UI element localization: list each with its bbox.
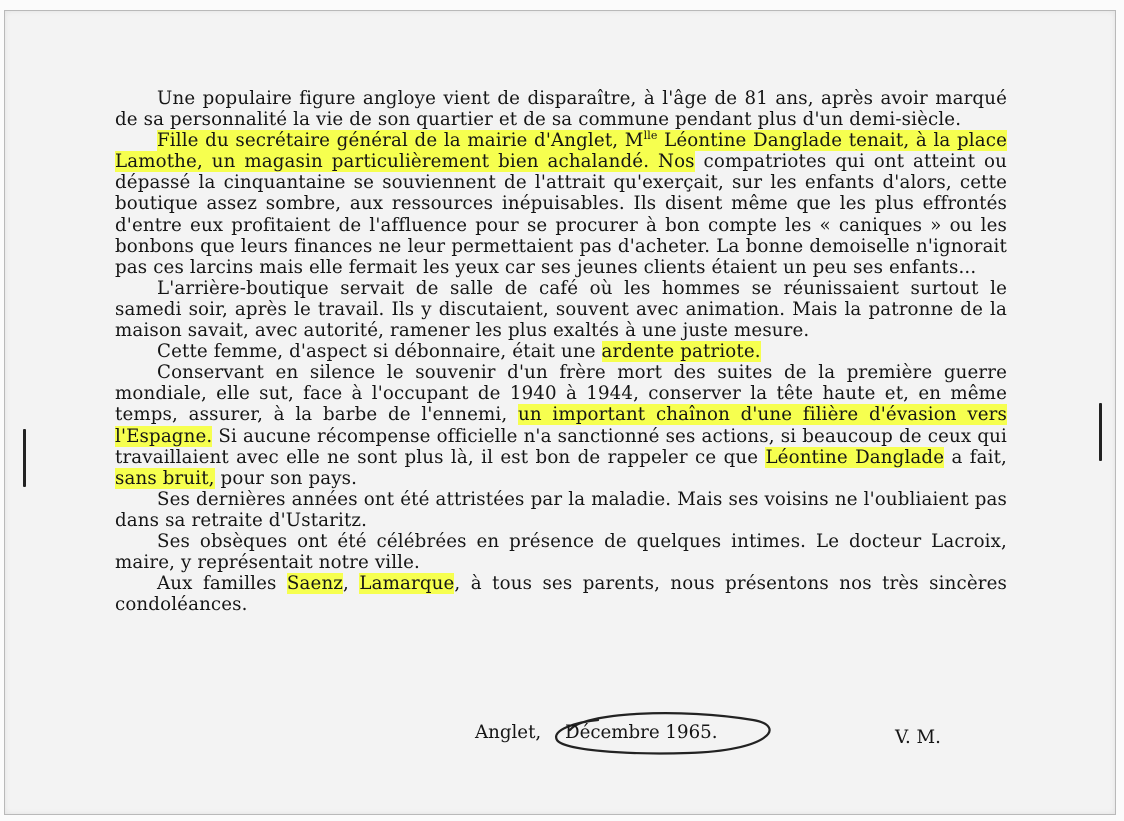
paragraph-patriot <box>115 341 1007 362</box>
shop-intro-text-b: Léontine Danglade tenait, à la place Lamothe, un magasin particulièrement bien achalandé. Nos <box>115 130 1007 173</box>
place-label: Anglet, <box>475 722 542 743</box>
paragraph-back-shop <box>115 278 1007 341</box>
condolences-text-b: , à tous ses parents, nous présentons nos très sincères condoléances. <box>115 573 1007 616</box>
right-margin-mark <box>1099 403 1102 461</box>
paragraph-last-years <box>115 489 1007 531</box>
paragraph-condolences <box>115 573 1007 615</box>
highlight-family-lamarque: Lamarque <box>359 573 455 595</box>
paragraph-shop <box>115 130 1007 278</box>
date-label: Décembre 1965. <box>565 722 718 743</box>
highlight-silently: sans bruit, <box>115 467 215 489</box>
paragraph-intro <box>115 88 1007 130</box>
resistance-text-c: a fait, <box>944 446 1007 468</box>
highlight-ardent-patriot: ardente patriote. <box>601 341 761 363</box>
obituary-article <box>115 88 1007 615</box>
shop-intro-text-a: Fille du secrétaire général de la mairie d'Anglet, M <box>157 130 644 152</box>
paragraph-intro-text: Une populaire figure angloye vient de disparaître, à l'âge de 81 ans, après avoir marqué de sa personnalité la vie de son quartier et de sa commune pendant plus d'un demi-siècle. <box>115 88 1007 131</box>
paragraph-resistance <box>115 362 1007 489</box>
condolences-text-a: Aux familles <box>157 573 287 595</box>
back-shop-text: L'arrière-boutique servait de salle de café où les hommes se réunissaient surtout le samedi soir, après le travail. Ils y discutaient, souvent avec animation. Mais la patronne de la maison savait, avec autorité, ramener les plus exaltés à une juste mesure. <box>115 277 1007 342</box>
resistance-text-d: pour son pays. <box>214 467 358 489</box>
highlight-name: Léontine Danglade <box>765 446 945 468</box>
condolences-comma: , <box>343 573 360 595</box>
paragraph-funeral <box>115 531 1007 573</box>
shop-memories-text: compatriotes qui ont atteint ou dépassé la cinquantaine se souviennent de l'attrait qu'exerçait, sur les enfants d'alors, cette boutique assez sombre, aux ressources inépuisables. Ils disent même que les plus effrontés d'entre eux profitaient de l'affluence pour se procurer à bon compte les « caniques » ou les bonbons que leurs finances ne leur permettaient pas d'acheter. La bonne demoiselle n'ignorait pas ces larcins mais elle fermait les yeux car ses jeunes clients étaient un peu ses enfants... <box>115 151 1008 278</box>
patriot-text: Cette femme, d'aspect si débonnaire, était une <box>157 341 602 363</box>
resistance-text-a: Conservant en silence le souvenir d'un frère mort des suites de la première guerre mondiale, elle sut, face à l'occupant de 1940 à 1944, conserver la tête haute et, en même temps, assurer, à la barbe de l'ennemi, <box>115 362 1007 426</box>
resistance-text-b: Si aucune récompense officielle n'a sanctionné ses actions, si beaucoup de ceux qui travaillaient avec elle ne sont plus là, il est bon de rappeler ce que <box>115 425 1007 468</box>
last-years-text: Ses dernières années ont été attristées par la maladie. Mais ses voisins ne l'oubliaient pas dans sa retraite d'Ustaritz. <box>115 488 1007 531</box>
highlight-family-saenz: Saenz <box>286 573 344 595</box>
left-margin-mark <box>23 429 26 487</box>
funeral-text: Ses obsèques ont été célébrées en présence de quelques intimes. Le docteur Lacroix, maire, y représentait notre ville. <box>115 530 1007 574</box>
author-signature: V. M. <box>895 727 941 748</box>
mademoiselle-superscript: lle <box>643 129 658 143</box>
highlight-escape-network: un important chaînon d'une filière d'évasion vers l'Espagne. <box>115 404 1007 447</box>
